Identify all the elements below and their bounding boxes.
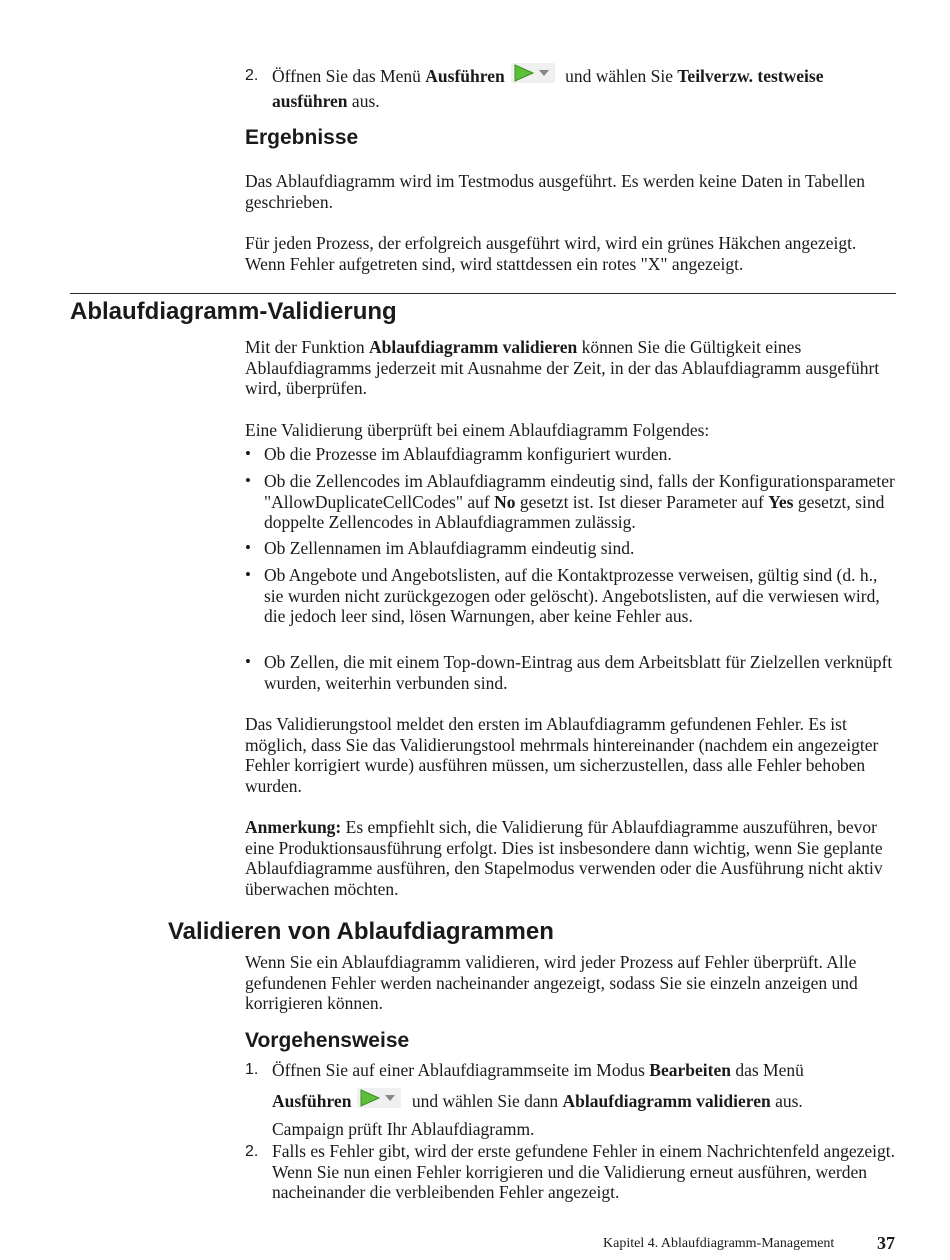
text: das Menü bbox=[730, 1060, 804, 1080]
menu-item-name: Ablaufdiagramm validieren bbox=[562, 1091, 771, 1111]
mode-name: Bearbeiten bbox=[649, 1060, 731, 1080]
procedure-step-1 bbox=[272, 1059, 897, 1140]
step-line bbox=[272, 1089, 897, 1116]
menu-name: Ausführen bbox=[425, 66, 505, 86]
validation-tool-paragraph: Das Validierungstool meldet den ersten im Ablaufdiagramm gefundenen Fehler. Es ist möglich, dass Sie das Validierungstool mehrmals hintereinander (nachdem ein angezeigter Fehler korrigiert wurde) ausführen müssen, um sicherzustellen, dass alle Fehler behoben wurden. bbox=[245, 714, 879, 796]
section-heading-validate: Validieren von Ablaufdiagrammen bbox=[168, 918, 554, 945]
bullet-item-5: Ob Zellen, die mit einem Top-down-Eintrag aus dem Arbeitsblatt für Zielzellen verknüpft wurden, weiterhin verbunden sind. bbox=[264, 652, 893, 693]
results-paragraph-2: Für jeden Prozess, der erfolgreich ausgeführt wird, wird ein grünes Häkchen angezeigt. Wenn Fehler aufgetreten sind, wird stattdessen ein rotes "X" angezeigt. bbox=[245, 233, 857, 274]
footer-chapter: Kapitel 4. Ablaufdiagramm-Management bbox=[603, 1236, 835, 1251]
text: Ob die Zellencodes im Ablaufdiagramm eindeutig sind, falls der Konfigurationsparameter "AllowDuplicateCellCodes" auf bbox=[264, 471, 895, 512]
text: aus. bbox=[770, 1091, 803, 1111]
results-heading: Ergebnisse bbox=[245, 126, 359, 149]
validate-intro: Wenn Sie ein Ablaufdiagramm validieren, wird jeder Prozess auf Fehler überprüft. Alle gefundenen Fehler werden nacheinander angezeigt, sodass Sie sie einzeln anzeigen und korrigieren können. bbox=[245, 952, 858, 1013]
value: Yes bbox=[768, 491, 794, 512]
results-paragraph-1: Das Ablaufdiagramm wird im Testmodus ausgeführt. Es werden keine Daten in Tabellen geschrieben. bbox=[245, 171, 865, 212]
text: gesetzt, sind doppelte Zellencodes in Ablaufdiagrammen zulässig. bbox=[264, 491, 885, 532]
text: Es empfiehlt sich, die Validierung für Ablaufdiagramme auszuführen, bevor eine Produktionsausführung erfolgt. Dies ist insbesondere dann wichtig, wenn Sie geplante Ablaufdiagramme ausführen, den Stapelmodus verwenden oder die Ausführung nicht aktiv überwachen möchten. bbox=[245, 817, 883, 899]
text: und wählen Sie dann bbox=[407, 1091, 563, 1111]
section-divider bbox=[70, 293, 896, 294]
page-number: 37 bbox=[877, 1233, 895, 1253]
function-name: Ablaufdiagramm validieren bbox=[368, 337, 578, 357]
bullet-item-3: Ob Zellennamen im Ablaufdiagramm eindeutig sind. bbox=[264, 538, 635, 558]
run-play-icon bbox=[357, 1088, 401, 1108]
step-result: Campaign prüft Ihr Ablaufdiagramm. bbox=[272, 1118, 535, 1139]
note-paragraph bbox=[245, 817, 895, 899]
step-line bbox=[272, 1059, 897, 1081]
bullet-item-1: Ob die Prozesse im Ablaufdiagramm konfiguriert wurden. bbox=[264, 444, 672, 464]
list-intro: Eine Validierung überprüft bei einem Ablaufdiagramm Folgendes: bbox=[245, 420, 710, 440]
text: Öffnen Sie das Menü bbox=[272, 66, 426, 86]
step-number: 1. bbox=[245, 1061, 259, 1078]
bullet: • bbox=[245, 444, 251, 463]
menu-item-name: Teilverzw. testweise bbox=[677, 66, 824, 86]
run-menu-button bbox=[357, 1088, 401, 1114]
bullet: • bbox=[245, 652, 251, 671]
note-label: Anmerkung: bbox=[245, 817, 342, 837]
procedure-heading: Vorgehensweise bbox=[245, 1029, 410, 1052]
bullet: • bbox=[245, 471, 251, 490]
run-menu-button bbox=[511, 63, 555, 88]
menu-name: Ausführen bbox=[272, 1091, 352, 1111]
menu-item-name: ausführen bbox=[272, 91, 348, 112]
value: No bbox=[494, 491, 516, 512]
step-number: 2. bbox=[245, 1143, 259, 1160]
run-play-icon bbox=[511, 63, 555, 83]
bullet: • bbox=[245, 565, 251, 584]
text: gesetzt ist. Ist dieser Parameter auf bbox=[515, 491, 769, 512]
bullet: • bbox=[245, 538, 251, 557]
validation-intro bbox=[245, 337, 895, 399]
procedure-step-2: Falls es Fehler gibt, wird der erste gefundene Fehler in einem Nachrichtenfeld angezeigt. Wenn Sie nun einen Fehler korrigieren und die Validierung erneut ausführen, werden nacheinander die verbleibenden Fehler angezeigt. bbox=[272, 1141, 895, 1202]
step-number: 2. bbox=[245, 67, 259, 84]
bullet-item-4: Ob Angebote und Angebotslisten, auf die Kontaktprozesse verweisen, gültig sind (d. h., sie wurden nicht zurückgezogen oder gelöscht). Angebotslisten, auf die verwiesen wird, die jedoch leer sind, lösen Warnungen, aber keine Fehler aus. bbox=[264, 565, 880, 626]
bullet-item-2 bbox=[264, 471, 897, 533]
step-2-text bbox=[272, 65, 897, 112]
text: aus. bbox=[347, 91, 380, 112]
section-heading-validation: Ablaufdiagramm-Validierung bbox=[70, 298, 397, 325]
text: können Sie die Gültigkeit eines Ablaufdiagramms jederzeit mit Ausnahme der Zeit, in der das Ablaufdiagramm ausgeführt wird, überprüfen. bbox=[245, 337, 880, 398]
text: Öffnen Sie auf einer Ablaufdiagrammseite im Modus bbox=[272, 1060, 650, 1080]
text: Mit der Funktion bbox=[245, 337, 369, 357]
text: und wählen Sie bbox=[560, 66, 678, 86]
